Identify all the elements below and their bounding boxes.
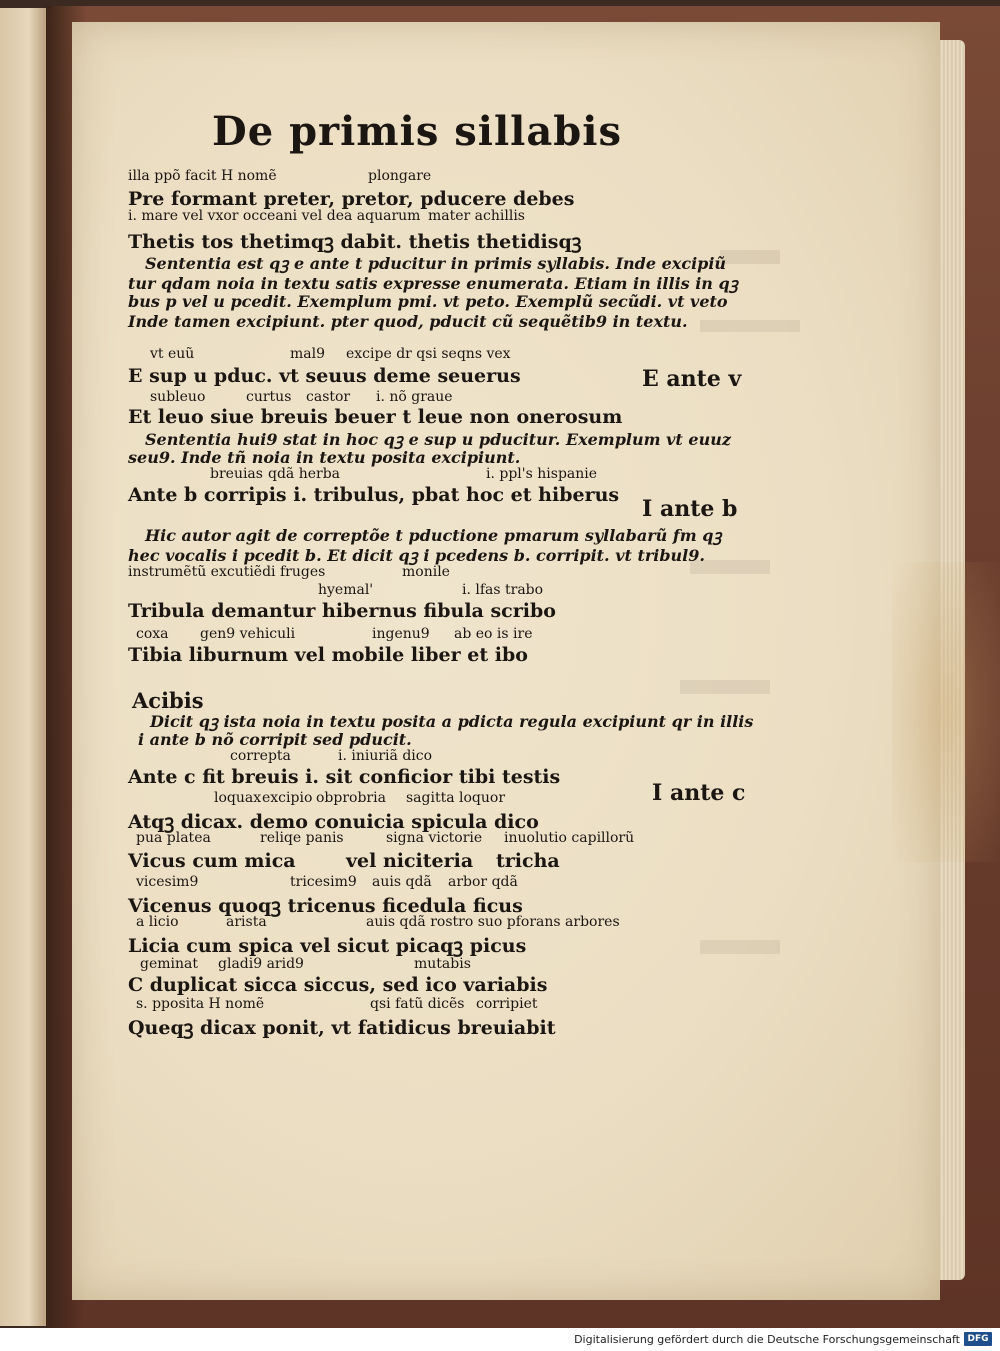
gloss-text: monile (402, 564, 450, 580)
gloss-text: coxa (136, 626, 169, 642)
commentary-line: Sententia est qꝫ e ante t pducitur in primis syllabis. Inde excipiũ (145, 254, 727, 273)
gloss-text: tricesim9 (290, 874, 357, 890)
gloss-text: arista (226, 914, 267, 930)
verse-line: Ante c fit breuis i. sit conficior tibi testis (128, 766, 561, 788)
paper-stain (892, 562, 1000, 862)
commentary-line: Inde tamen excipiunt. pter quod, pducit cũ sequẽtib9 in textu. (128, 312, 688, 331)
margin-note: E ante v (642, 366, 742, 392)
show-through-mark (720, 250, 780, 264)
gloss-text: excipio (262, 790, 313, 806)
gloss-text: sagitta loquor (406, 790, 506, 806)
gloss-text: auis qdã (372, 874, 432, 890)
show-through-mark (700, 940, 780, 954)
gloss-text: qsi fatũ dicẽs (370, 996, 465, 1012)
footer-bar (0, 1328, 1000, 1351)
verse-line: Atqꝫ dicax. demo conuicia spicula dico (128, 811, 539, 833)
verse-line: tricha (496, 850, 560, 872)
gloss-text: reliqe panis (260, 830, 344, 846)
gloss-text: subleuo (150, 389, 206, 405)
gloss-text: mutabis (414, 956, 471, 972)
gloss-text: ab eo is ire (454, 626, 533, 642)
gloss-text: arbor qdã (448, 874, 518, 890)
verse-line: C duplicat sicca siccus, sed ico variabis (128, 974, 548, 996)
commentary-line: seu9. Inde tñ noia in textu posita excipiunt. (128, 448, 521, 467)
show-through-mark (680, 680, 770, 694)
gloss-text: i. iniuriã dico (338, 748, 433, 764)
verse-line: Vicenus quoqꝫ tricenus ficedula ficus (128, 895, 523, 917)
verse-line: Pre formant preter, pretor, pducere debes (128, 188, 575, 210)
gloss-text: obprobria (316, 790, 386, 806)
gloss-text: auis qdã rostro suo pforans arbores (366, 914, 620, 930)
gloss-text: excipe dr qsi seqns vex (346, 346, 511, 362)
section-heading: Acibis (132, 688, 204, 713)
gloss-text: s. pposita H nomẽ (136, 996, 265, 1012)
funding-credit: Digitalisierung gefördert durch die Deutsche Forschungsgemeinschaft (574, 1333, 960, 1346)
show-through-mark (700, 320, 800, 332)
gloss-text: illa ppõ facit H nomẽ (128, 168, 277, 184)
gloss-text: signa victorie (386, 830, 483, 846)
dfg-logo: DFG (964, 1332, 992, 1346)
gloss-text: inuolutio capillorũ (504, 830, 635, 846)
gloss-text: ingenu9 (372, 626, 430, 642)
gloss-text: qdã herba (268, 466, 341, 482)
gloss-text: i. ppl's hispanie (486, 466, 598, 482)
gloss-text: correpta (230, 748, 291, 764)
gloss-text: curtus (246, 389, 292, 405)
gloss-text: loquax (214, 790, 262, 806)
margin-note: I ante b (642, 496, 738, 522)
commentary-line: i ante b nõ corripit sed pducit. (138, 730, 412, 749)
gloss-text: instrumẽtũ excutiẽdi fruges (128, 564, 326, 580)
gloss-text: geminat (140, 956, 198, 972)
gloss-text: gen9 vehiculi (200, 626, 296, 642)
gloss-text: pua platea (136, 830, 211, 846)
gloss-text: mater achillis (428, 208, 525, 224)
gloss-text: plongare (368, 168, 432, 184)
gloss-text: corripiet (476, 996, 538, 1012)
gloss-text: i. mare vel vxor occeani vel dea aquarum (128, 208, 421, 224)
commentary-line: Dicit qꝫ ista noia in textu posita a pdicta regula excipiunt qr in illis (150, 712, 754, 731)
gloss-text: gladi9 arid9 (218, 956, 304, 972)
verse-line: Queqꝫ dicax ponit, vt fatidicus breuiabit (128, 1017, 556, 1039)
gloss-text: castor (306, 389, 351, 405)
gloss-text: hyemal' (318, 582, 374, 598)
verse-line: Licia cum spica vel sicut picaqꝫ picus (128, 935, 527, 957)
verse-line: E sup u pduc. vt seuus deme seuerus (128, 365, 521, 387)
gloss-text: vt euũ (150, 346, 195, 362)
verse-line: Et leuo siue breuis beuer t leue non onerosum (128, 406, 623, 428)
commentary-line: bus p vel u pcedit. Exemplum pmi. vt peto. Exemplũ secũdi. vt veto (128, 292, 728, 311)
verse-line: Vicus cum mica (128, 850, 296, 872)
page-title: De primis sillabis (212, 108, 622, 155)
gloss-text: mal9 (290, 346, 326, 362)
verse-line: Ante b corripis i. tribulus, pbat hoc et hiberus (128, 484, 620, 506)
gloss-text: breuias (210, 466, 263, 482)
verse-line: vel niciteria (346, 850, 474, 872)
gloss-text: i. nõ graue (376, 389, 453, 405)
commentary-line: Hic autor agit de correptõe t pductione pmarum syllabarũ fm qꝫ (145, 526, 722, 545)
margin-note: I ante c (652, 780, 746, 806)
gloss-text: vicesim9 (136, 874, 199, 890)
commentary-line: Sententia hui9 stat in hoc qꝫ e sup u pducitur. Exemplum vt euuz (145, 430, 731, 449)
commentary-line: hec vocalis i pcedit b. Et dicit qꝫ i pcedens b. corripit. vt tribul9. (128, 546, 705, 565)
verse-line: Thetis tos thetimqꝫ dabit. thetis thetidisqꝫ (128, 231, 582, 253)
commentary-line: tur qdam noia in textu satis expresse enumerata. Etiam in illis in qꝫ (128, 274, 738, 293)
gloss-text: i. lfas trabo (462, 582, 544, 598)
facing-page-edge (0, 8, 48, 1326)
verse-line: Tribula demantur hibernus fibula scribo (128, 600, 556, 622)
gloss-text: a licio (136, 914, 179, 930)
verse-line: Tibia liburnum vel mobile liber et ibo (128, 644, 528, 666)
